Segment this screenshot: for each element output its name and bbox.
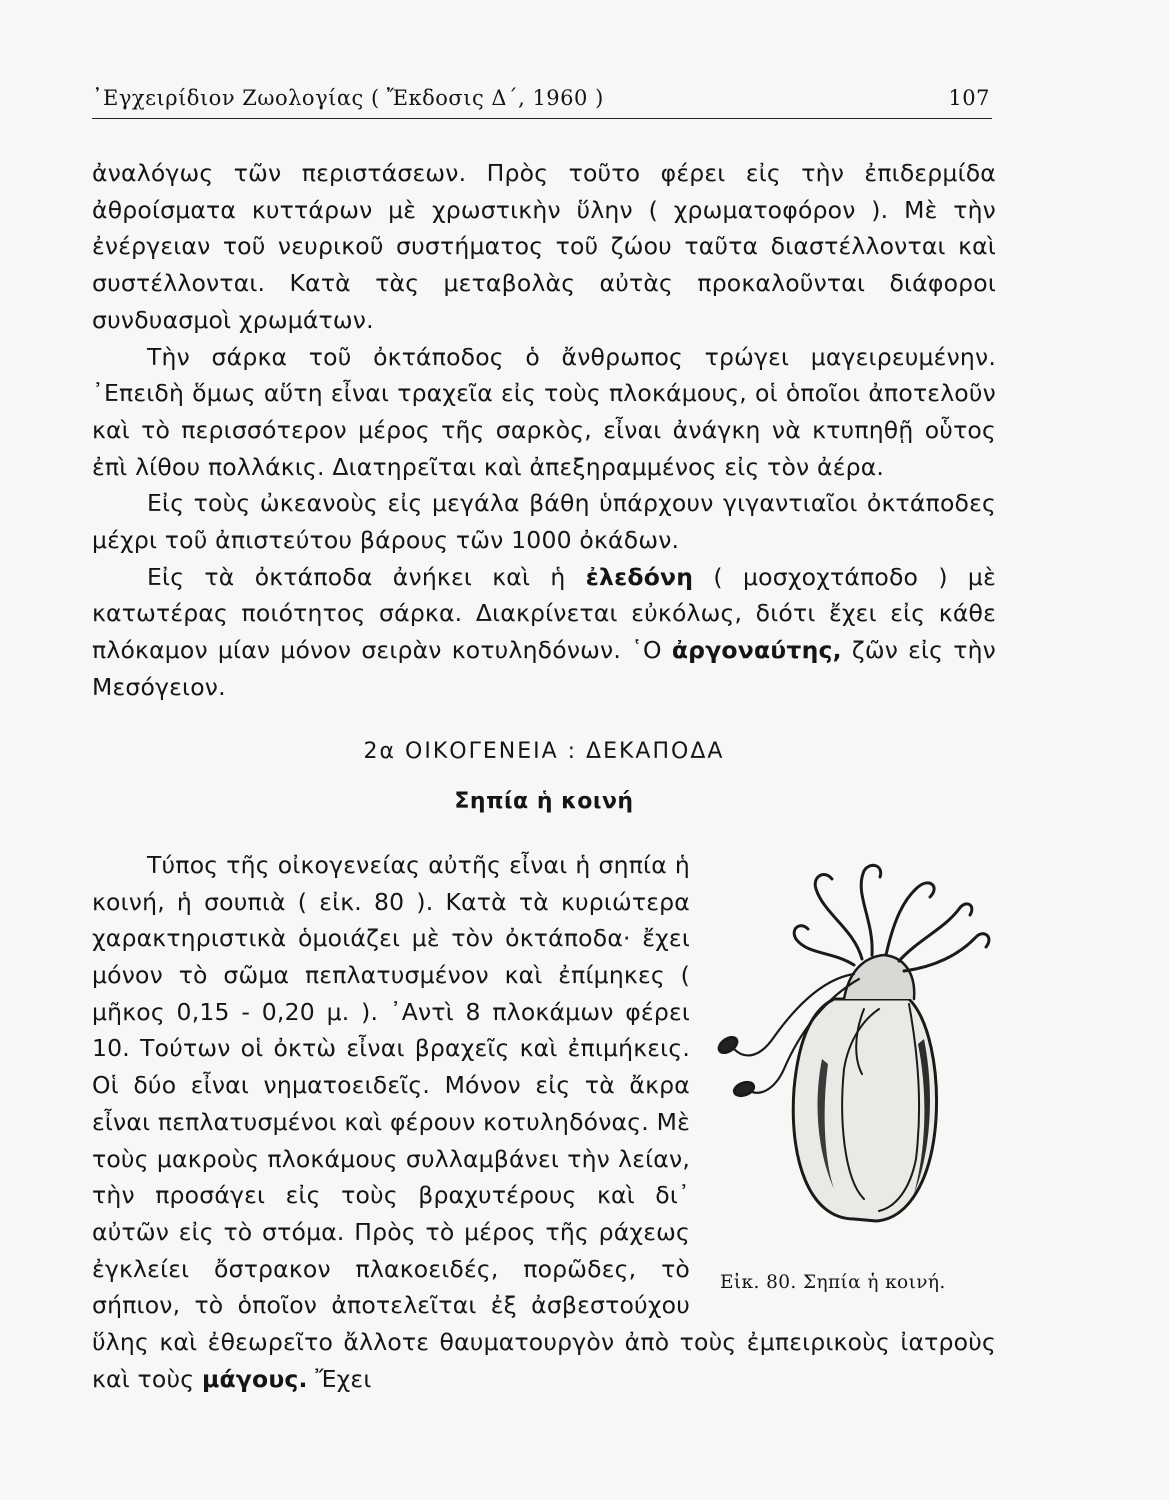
page-number: 107 (948, 86, 990, 110)
term-argonautes: ἀργοναύτης, (671, 636, 842, 665)
book-title: ᾿Εγχειρίδιον Ζωολογίας ( Ἔκδοσις Δ΄, 1960 ) (92, 86, 604, 110)
para4-text-c: ζῶν εἰς τὴν Μεσόγειον. (92, 636, 996, 701)
para5-text-a: Τύπος τῆς οἰκογενείας αὐτῆς εἶναι ἡ σηπία ἡ κοινή, ἡ σουπιὰ ( εἰκ. 80 ). Κατὰ τὰ κυριώτερα χαρακτηριστικὰ ὁμοιάζει μὲ τὸν ὀκτάποδα· ἔχει μόνον τὸ σῶμα πεπλατυσμένον καὶ ἐπίμηκες ( μῆκος 0,15 - 0,20 μ. ). ᾿Αντὶ 8 πλοκάμων φέρει 10. Τούτων οἱ ὀκτὼ εἶναι βραχεῖς καὶ ἐπιμήκεις. Οἱ δύο εἶναι νηματοειδεῖς. Μόνον εἰς τὰ ἄκρα εἶναι πεπλατυσμένοι καὶ φέρουν κοτυληδόνας. Μὲ τοὺς μακροὺς πλοκάμους συλλαμβάνει τὴν λείαν, τὴν προσάγει εἰς τοὺς βραχυτέρους καὶ δι᾿ αὐτῶν εἰς τὸ στόμα. Πρὸς τὸ μέρος τῆς ράχεως ἐγκλείει ὄστρακον πλακοειδές, πορῶδες, τὸ σήπιον, τὸ ὁποῖον ἀποτελεῖται ἐξ ἀσβεστούχου ὕλης καὶ ἐθεωρεῖτο ἄλλοτε θαυματουργὸν ἀπὸ τοὺς ἐμπειρικοὺς ἰατροὺς καὶ τοὺς (92, 850, 996, 1393)
section-heading: 2α ΟΙΚΟΓΕΝΕΙΑ : ΔΕΚΑΠΟΔΑ (363, 738, 725, 764)
page-body (92, 155, 996, 1398)
term-magous: μάγους. (201, 1364, 308, 1393)
para4-text-a: Εἰς τὰ ὀκτάποδα ἀνήκει καὶ ἡ (147, 562, 586, 591)
cuttlefish-illustration-icon (704, 859, 1004, 1259)
section-subheading: Σηπία ἡ κοινή (454, 789, 634, 815)
running-header (92, 84, 992, 119)
text-with-figure (92, 847, 996, 1398)
paragraph-4 (92, 559, 996, 706)
term-eledone: ἐλεδόνη (585, 562, 694, 591)
figure-caption: Εἰκ. 80. Σηπία ἡ κοινή. (720, 1271, 946, 1293)
para5-text-b: Ἔχει (307, 1364, 372, 1393)
para4-text-b: ( μοσχοχτάποδο ) μὲ κατωτέρας ποιότητος σάρκα. Διακρίνεται εὐκόλως, διότι ἔχει εἰς κάθε πλόκαμον μίαν μόνον σειρὰν κοτυληδόνων. ῾Ο (92, 562, 996, 665)
paragraph-2: Τὴν σάρκα τοῦ ὀκτάποδος ὁ ἄνθρωπος τρώγει μαγειρευμένην. ᾿Επειδὴ ὅμως αὕτη εἶναι τραχεῖα εἰς τοὺς πλοκάμους, οἱ ὁποῖοι ἀποτελοῦν καὶ τὸ περισσότερον μέρος τῆς σαρκὸς, εἶναι ἀνάγκη νὰ κτυπηθῇ οὗτος ἐπὶ λίθου πολλάκις. Διατηρεῖται καὶ ἀπεξηραμμένος εἰς τὸν ἀέρα. (92, 342, 996, 481)
figure-80 (704, 859, 1004, 1314)
paragraph-1: ἀναλόγως τῶν περιστάσεων. Πρὸς τοῦτο φέρει εἰς τὴν ἐπιδερμίδα ἀθροίσματα κυττάρων μὲ χρωστικὴν ὕλην ( χρωματοφόρον ). Μὲ τὴν ἐνέργειαν τοῦ νευρικοῦ συστήματος τοῦ ζώου ταῦτα διαστέλλονται καὶ συστέλλονται. Κατὰ τὰς μεταβολὰς αὐτὰς προκαλοῦνται διάφοροι συνδυασμοὶ χρωμάτων. (92, 159, 996, 334)
paragraph-3: Εἰς τοὺς ὠκεανοὺς εἰς μεγάλα βάθη ὑπάρχουν γιγαντιαῖοι ὀκτάποδες μέχρι τοῦ ἀπιστεύτου βάρους τῶν 1000 ὀκάδων. (92, 489, 996, 555)
